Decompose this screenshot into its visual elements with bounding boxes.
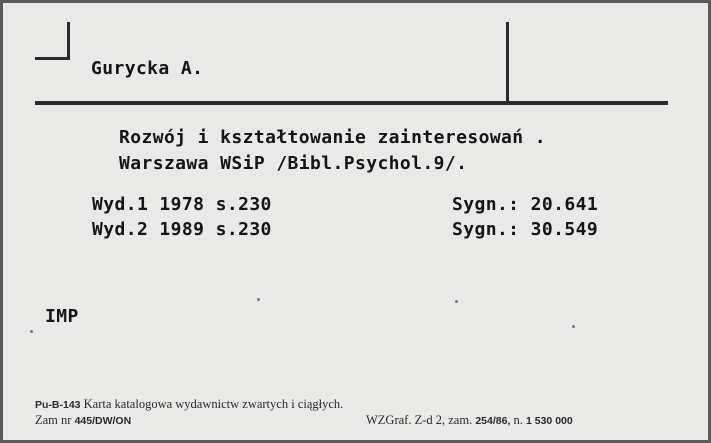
edition-1: Wyd.1 1978 s.230 [92,194,272,215]
printer-label: WZGraf. Z-d 2, zam. [366,413,473,427]
form-title: Karta katalogowa wydawnictw zwartych i ciągłych. [83,397,344,411]
library-stamp: IMP [45,306,79,327]
form-footer-line-1 [35,397,343,412]
top-left-corner-mark-base [35,57,70,60]
order-label: Zam nr [35,413,72,427]
dust-speck [257,298,260,301]
top-left-corner-mark [67,22,70,59]
printer-count-label: n. [513,413,523,427]
form-code: Pu-B-143 [35,399,81,411]
edition-2: Wyd.2 1989 s.230 [92,219,272,240]
order-code: 445/DW/ON [74,415,132,427]
publisher-line: Warszawa WSiP /Bibl.Psychol.9/. [119,153,468,174]
author-name: Gurycka A. [91,58,204,79]
book-title-line: Rozwój i kształtowanie zainteresowań . [119,127,547,148]
dust-speck [572,325,575,328]
signature-2: Sygn.: 30.549 [452,219,599,240]
signature-1: Sygn.: 20.641 [452,194,599,215]
printer-order: 254/86, [475,415,511,427]
dust-speck [455,300,458,303]
header-divider-horizontal [35,101,668,105]
form-footer-printer [366,413,573,428]
dust-speck [30,330,33,333]
printer-count: 1 530 000 [526,415,573,427]
header-divider-vertical [506,22,509,102]
form-footer-order [35,413,131,428]
